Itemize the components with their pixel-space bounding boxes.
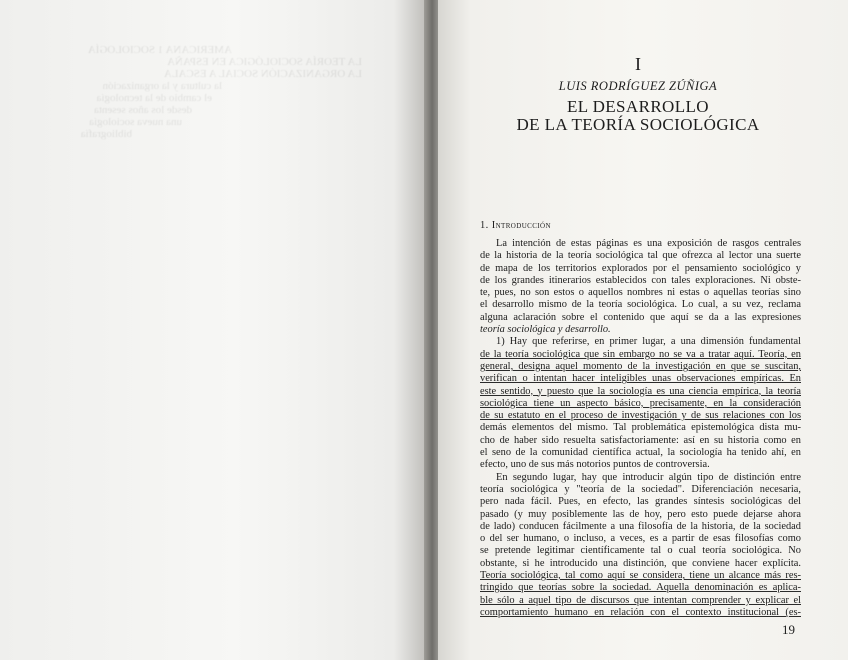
text-line: demás elementos del mismo. Tal problemática epistemológica dista mu-: [480, 422, 801, 434]
show-through-line: AMERICANA 1 SOCIOLOGÍA: [87, 44, 232, 56]
page-number: 19: [782, 622, 795, 637]
show-through-line: la cultura y la organización: [102, 80, 222, 92]
text-line: teoría sociológica y "teoría de la sociedad". Diferenciación necesaria,: [480, 483, 801, 495]
text-line: pasado (y muy posiblemente las de hoy, pero esto puede dejarse ahora: [480, 508, 801, 520]
text-line: 1) Hay que referirse, en primer lugar, a una dimensión fundamental: [496, 336, 801, 348]
show-through-line: bibliografía: [80, 128, 132, 140]
show-through-line: el cambio de la tecnología: [96, 92, 212, 104]
section-heading: 1. Introducción: [480, 220, 551, 231]
text-line: de mapa de los territorios explorados por el pensamiento sociológico y: [480, 262, 801, 274]
chapter-title-line: EL DESARROLLO: [567, 97, 709, 116]
show-through-line: LA TEORÍA SOCIOLÓGICA EN ESPAÑA: [167, 56, 362, 68]
text-line: de lado) conducen fácilmente a una filosofía de la historia, de la sociedad: [480, 520, 801, 532]
chapter-number: I: [635, 54, 641, 74]
text-line: En segundo lugar, hay que introducir algún tipo de distinción entre: [496, 471, 801, 483]
text-line: La intención de estas páginas es una exposición de rasgos centrales: [496, 238, 801, 249]
text-line: de la historia de la teoría sociológica tal que ofrezca al lector una suerte: [480, 250, 801, 262]
text-line: te, pues, no son estos o aquellos nombres ni estas o aquellas teorías sino: [480, 287, 801, 299]
text-line: efecto, uno de sus más notorios puntos de controversia.: [480, 459, 710, 471]
text-line: el desarrollo mismo de la teoría sociológica. Lo cual, a su vez, reclama: [480, 299, 801, 311]
show-through-line: desde los años sesenta: [93, 104, 192, 116]
text-line-underlined: de su estatuto en el proceso de investigación y de sus relaciones con los: [480, 410, 801, 422]
text-line-underlined: verifican o intentan hacer inteligibles unas observaciones empíricas. En: [480, 373, 801, 385]
text-line: alguna aclaración sobre el contenido que aquí se da a las expresiones: [480, 311, 801, 323]
text-line: de los grandes itinerarios establecidos con tales exploraciones. Ni obste-: [480, 274, 801, 286]
chapter-title-line: DE LA TEORÍA SOCIOLÓGICA: [516, 115, 760, 134]
show-through-line: LA ORGANIZACIÓN SOCIAL A ESCALA: [163, 68, 362, 80]
text-line: el seno de la comunidad científica actual, la sociología ha tenido ahí, en: [480, 447, 801, 459]
show-through-text: [52, 44, 382, 164]
show-through-line: una nueva sociología: [89, 116, 182, 128]
text-line: teoría sociológica y desarrollo.: [480, 324, 611, 336]
body-text: [480, 238, 801, 619]
chapter-title: [438, 98, 838, 134]
text-line: o del ser humano, o incluso, a veces, es a partir de esas filosofías como: [480, 533, 801, 545]
text-line-underlined: tringido que teorías sobre la sociedad. Aquella denominación es aplica-: [480, 582, 801, 594]
text-line-underlined: general, designa aquel momento de la investigación en que se suscitan,: [480, 360, 801, 372]
text-line-underlined: sociológica tiene un aspecto básico, precisamente, en la consideración: [480, 397, 801, 409]
text-line: se pretende legitimar científicamente tal o cual teoría sociológica. No: [480, 545, 801, 557]
text-line-underlined: ble sólo a aquel tipo de discursos que intentan comprender y explicar el: [480, 594, 801, 606]
text-line-underlined: Teoría sociológica, tal como aquí se considera, tiene un alcance más res-: [480, 570, 801, 582]
chapter-author: LUIS RODRÍGUEZ ZÚÑIGA: [558, 79, 718, 93]
text-line: cho de haber sido resuelta satisfactoriamente: así en su historia como en: [480, 434, 801, 446]
right-page: [438, 0, 848, 660]
text-line-underlined: este sentido, y puesto que la sociología es una ciencia empírica, la teoría: [480, 385, 801, 397]
text-line-underlined: de la teoría sociológica que sin embargo no se va a tratar aquí. Teoría, en: [480, 348, 801, 360]
text-line: obstante, si he introducido una distinción, que conviene hacer explícita.: [480, 557, 801, 569]
text-line: pero nada fácil. Pues, en efecto, las grandes síntesis sociológicas del: [480, 496, 801, 508]
text-line-underlined: comportamiento humano en relación con el contexto institucional (es-: [480, 606, 801, 618]
